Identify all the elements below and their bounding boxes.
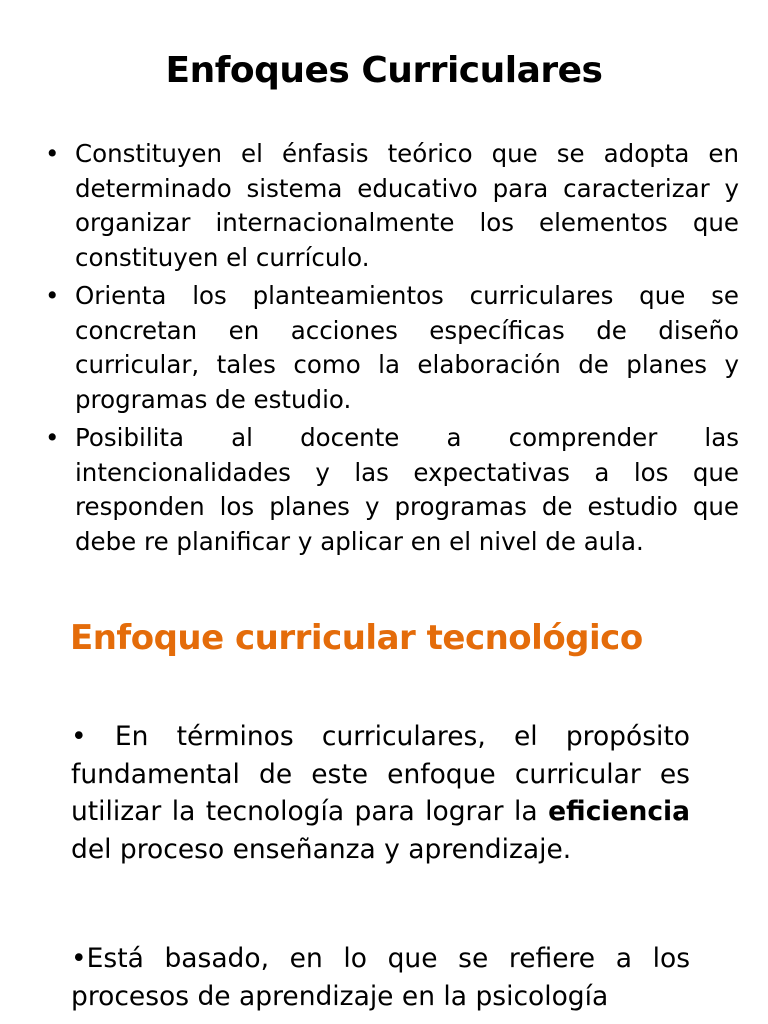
- paragraph-marker: •: [71, 943, 87, 974]
- bullet-marker: •: [45, 423, 60, 452]
- paragraph-text: En términos curriculares, el propósito fundamental de este enfoque curricular es utilizar la tecnología para lograr la: [71, 721, 690, 827]
- list-item: [45, 137, 739, 275]
- bullet-text: Constituyen el énfasis teórico que se adopta en determinado sistema educativo para caracterizar y organizar internacionalmente los elementos que constituyen el currículo.: [75, 139, 739, 272]
- list-item: [45, 279, 739, 417]
- section-heading: Enfoque curricular tecnológico: [70, 618, 643, 658]
- paragraph-text: Está basado, en lo que se refiere a los procesos de aprendizaje en la psicología: [71, 943, 690, 1012]
- bullet-text: Orienta los planteamientos curriculares que se concretan en acciones específicas de diseño curricular, tales como la elaboración de planes y programas de estudio.: [75, 281, 739, 414]
- bullet-list: [45, 137, 739, 563]
- list-item: [45, 421, 739, 559]
- bullet-marker: •: [45, 139, 60, 168]
- paragraph-marker: •: [71, 721, 115, 752]
- section-paragraph: [71, 940, 690, 1015]
- paragraph-text-end: del proceso enseñanza y aprendizaje.: [71, 833, 572, 865]
- section-paragraph: [71, 718, 690, 868]
- bullet-marker: •: [45, 281, 60, 310]
- emphasis-text: eficiencia: [548, 796, 690, 827]
- page-title: Enfoques Curriculares: [165, 50, 603, 91]
- bullet-text: Posibilita al docente a comprender las intencionalidades y las expectativas a los que responden los planes y programas de estudio que debe re planificar y aplicar en el nivel de aula.: [75, 423, 739, 556]
